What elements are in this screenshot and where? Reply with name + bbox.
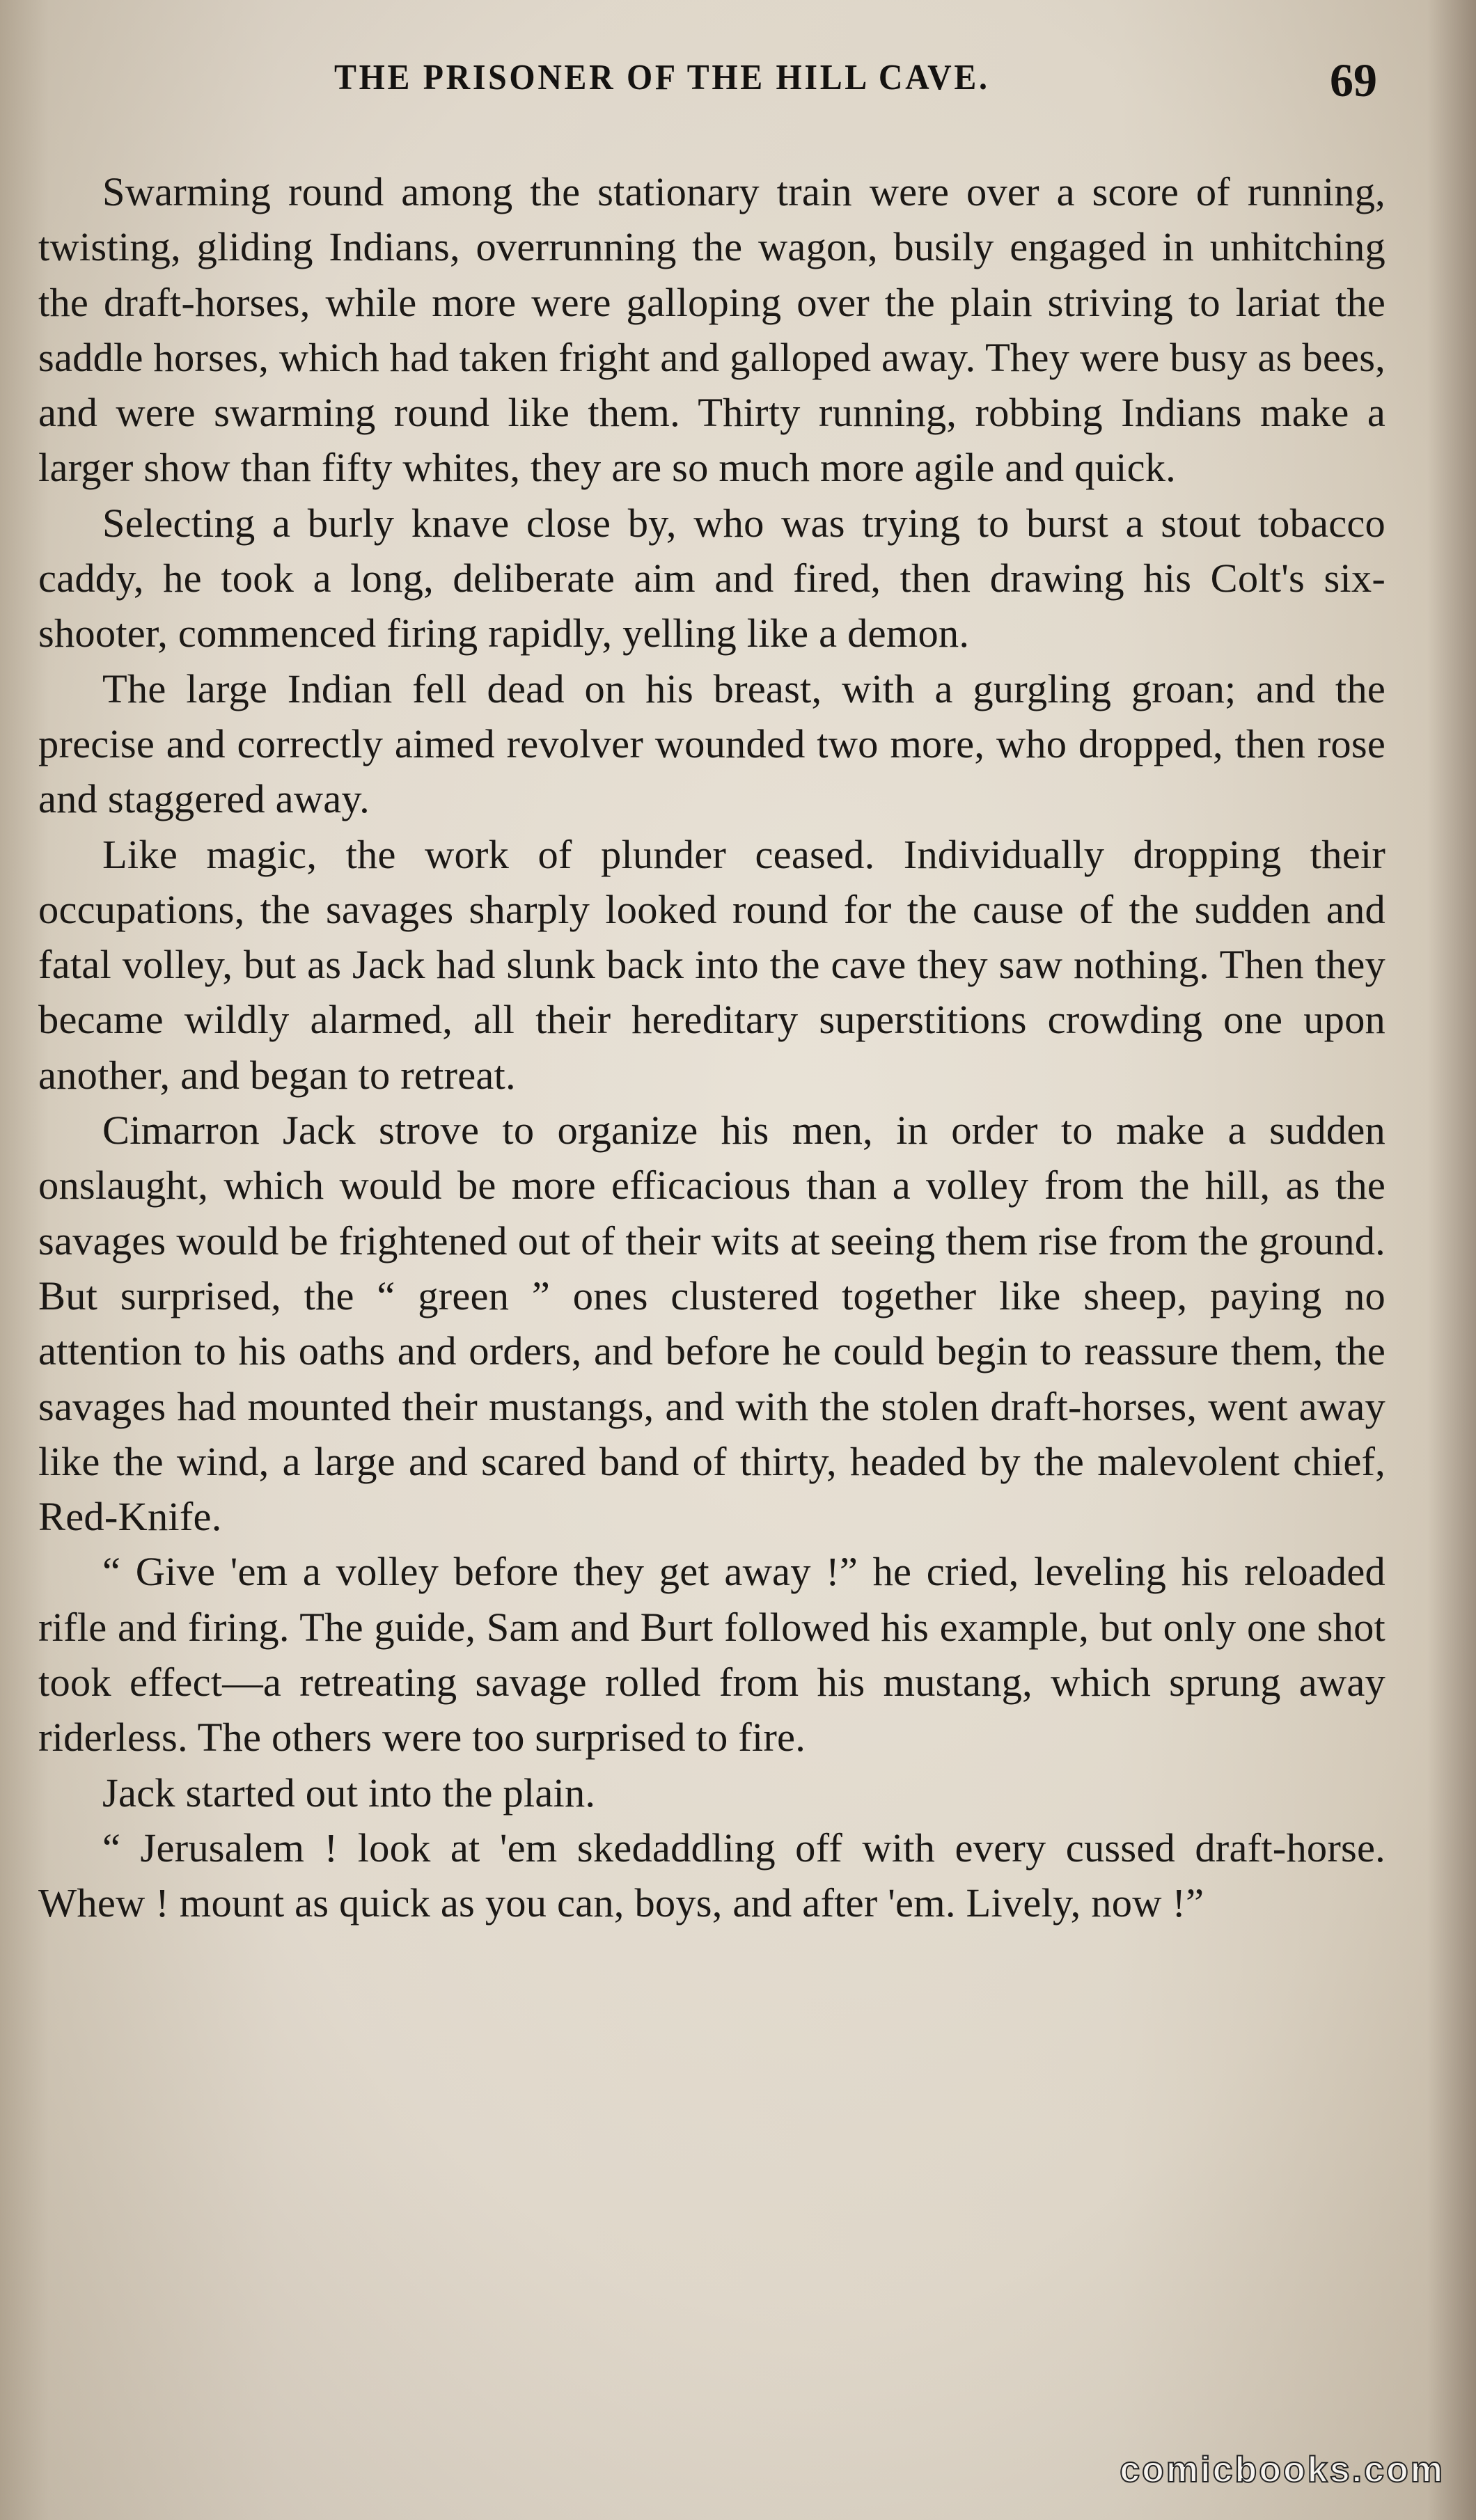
watermark: comicbooks.com bbox=[1120, 2450, 1445, 2490]
page-header bbox=[0, 54, 1476, 113]
paragraph: “ Give 'em a volley before they get away !” he cried, leveling his reloaded rifle and firing. The guide, Sam and Burt followed his example, but only one shot took effect—a retreating savage rolled from his mustang, which sprung away riderless. The others were too surprised to fire. bbox=[38, 1549, 1385, 1761]
paragraph: Like magic, the work of plunder ceased. Individually dropping their occupations, the savages sharply looked round for the cause of the sudden and fatal volley, but as Jack had slunk back into the cave they saw nothing. Then they became wildly alarmed, all their hereditary superstitions crowding one upon another, and began to retreat. bbox=[38, 831, 1385, 1098]
paragraph: Jack started out into the plain. bbox=[102, 1770, 596, 1816]
body-text bbox=[38, 164, 1385, 1931]
paragraph: “ Jerusalem ! look at 'em skedaddling off with every cussed draft-horse. Whew ! mount as quick as you can, boys, and after 'em. Lively, now !” bbox=[38, 1825, 1385, 1926]
paragraph: Selecting a burly knave close by, who was trying to burst a stout tobacco caddy, he took a long, deliberate aim and fired, then drawing his Colt's six-shooter, commenced firing rapidly, yelling like a demon. bbox=[38, 500, 1385, 656]
running-head: THE PRISONER OF THE HILL CAVE. bbox=[334, 58, 990, 97]
page-number: 69 bbox=[1330, 54, 1377, 107]
paragraph: Cimarron Jack strove to organize his men, in order to make a sudden onslaught, which would be more efficacious than a volley from the hill, as the savages would be frightened out of their wits at seeing them rise from the ground. But surprised, the “ green ” ones clustered together like sheep, paying no attention to his oaths and orders, and before he could begin to reassure them, the savages had mounted their mustangs, and with the stolen draft-horses, went away like the wind, a large and scared band of thirty, headed by the malevolent chief, Red-Knife. bbox=[38, 1108, 1385, 1540]
paragraph: The large Indian fell dead on his breast, with a gurgling groan; and the precise and correctly aimed revolver wounded two more, who dropped, then rose and staggered away. bbox=[38, 666, 1385, 822]
paragraph: Swarming round among the stationary train were over a score of running, twisting, gliding Indians, overrunning the wagon, busily engaged in unhitching the draft-horses, while more were galloping over the plain striving to lariat the saddle horses, which had taken fright and galloped away. They were busy as bees, and were swarming round like them. Thirty running, robbing Indians make a larger show than fifty whites, they are so much more agile and quick. bbox=[38, 169, 1385, 491]
